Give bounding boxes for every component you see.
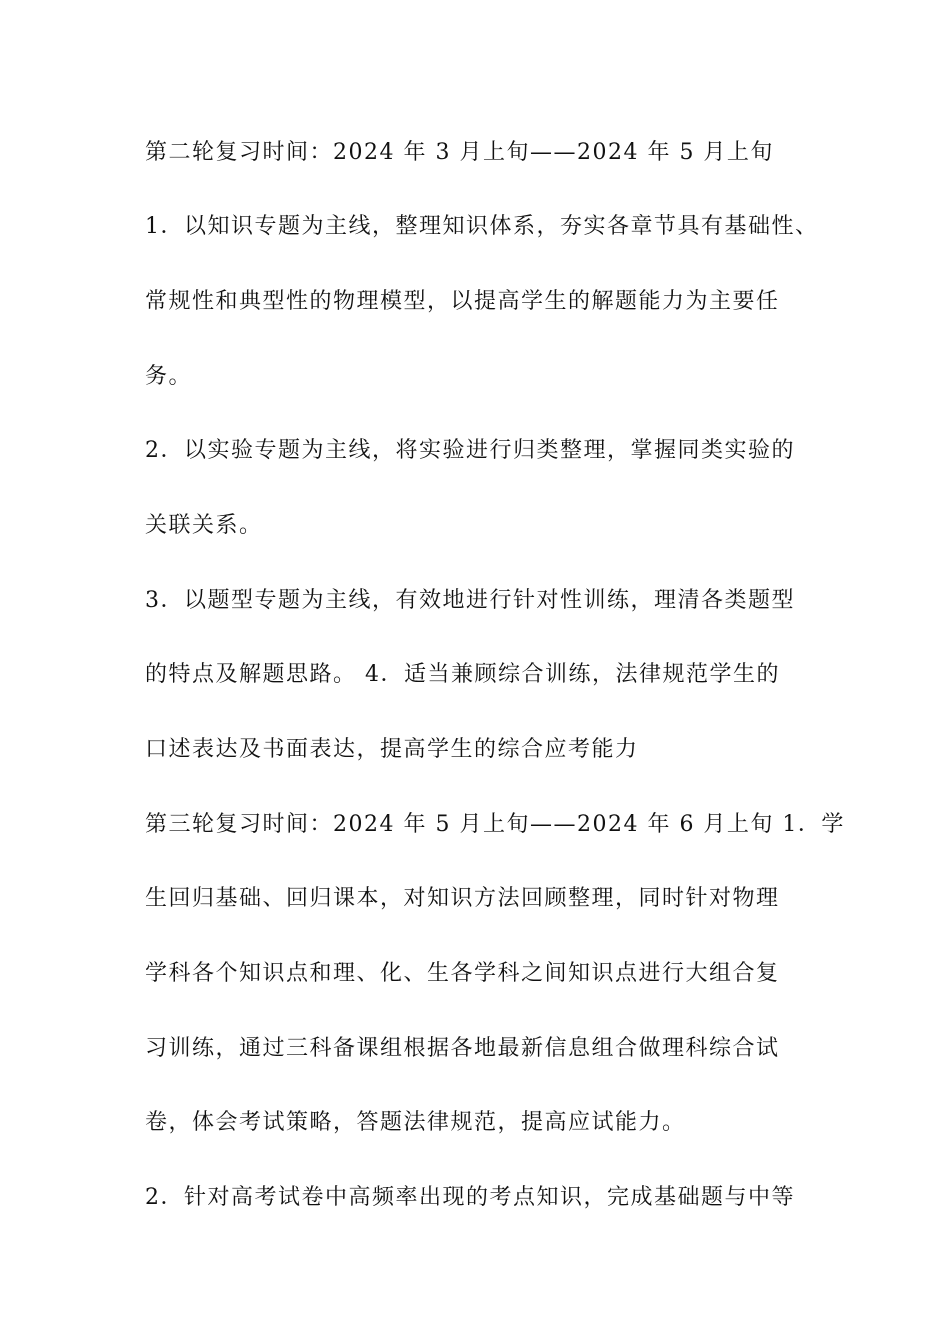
text-line-3: 常规性和典型性的物理模型，以提高学生的解题能力为主要任 (145, 289, 780, 314)
text-line-7: 3．以题型专题为主线，有效地进行针对性训练，理清各类题型 (145, 588, 795, 613)
text-line-9: 口述表达及书面表达，提高学生的综合应考能力 (145, 737, 639, 762)
text-line-11: 生回归基础、回归课本，对知识方法回顾整理，同时针对物理 (145, 886, 780, 911)
text-line-15: 2．针对高考试卷中高频率出现的考点知识，完成基础题与中等 (145, 1185, 795, 1210)
text-line-10: 第三轮复习时间：2024 年 5 月上旬——2024 年 6 月上旬 1．学 (145, 812, 845, 837)
text-line-8: 的特点及解题思路。 4．适当兼顾综合训练，法律规范学生的 (145, 662, 780, 687)
text-line-12: 学科各个知识点和理、化、生各学科之间知识点进行大组合复 (145, 961, 780, 986)
text-line-1: 第二轮复习时间：2024 年 3 月上旬——2024 年 5 月上旬 (145, 140, 774, 165)
text-line-13: 习训练，通过三科备课组根据各地最新信息组合做理科综合试 (145, 1036, 780, 1061)
text-line-2: 1．以知识专题为主线，整理知识体系，夯实各章节具有基础性、 (145, 214, 819, 239)
text-line-4: 务。 (145, 364, 193, 389)
text-line-6: 关联关系。 (145, 513, 263, 538)
text-line-14: 卷，体会考试策略，答题法律规范，提高应试能力。 (145, 1110, 686, 1135)
text-line-5: 2．以实验专题为主线，将实验进行归类整理，掌握同类实验的 (145, 438, 795, 463)
